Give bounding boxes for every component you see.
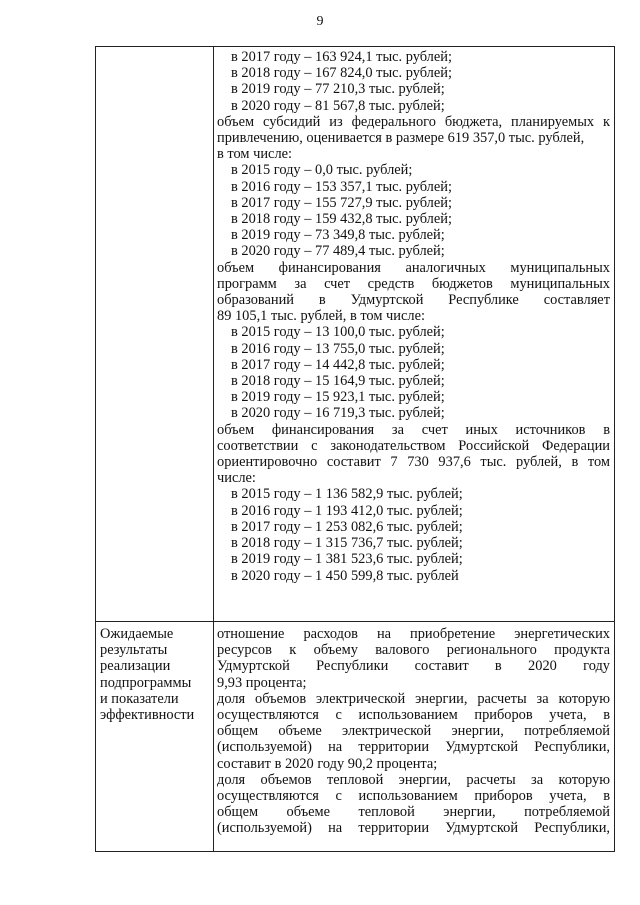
label-line: результаты: [100, 642, 168, 659]
text-line: соответствии с законодательством Российской Федерации: [217, 437, 610, 454]
text-line: образований в Удмуртской Республике составляет: [217, 292, 610, 309]
row-divider: [95, 621, 615, 622]
label-line: эффективности: [100, 707, 195, 724]
text-line: (используемой) на территории Удмуртской Республики,: [217, 820, 610, 837]
column-divider: [213, 46, 214, 852]
text-line: в 2015 году – 13 100,0 тыс. рублей;: [231, 324, 445, 341]
text-line: в том числе:: [217, 146, 293, 163]
text-line: в 2018 году – 159 432,8 тыс. рублей;: [231, 211, 452, 228]
text-line: в 2019 году – 73 349,8 тыс. рублей;: [231, 227, 445, 244]
text-line: в 2018 году – 15 164,9 тыс. рублей;: [231, 373, 445, 390]
label-line: реализации: [100, 658, 171, 675]
financing-details-cell: [217, 49, 610, 584]
text-line: в 2016 году – 13 755,0 тыс. рублей;: [231, 340, 445, 357]
label-line: Ожидаемые: [100, 626, 174, 642]
text-line: в 2018 году – 167 824,0 тыс. рублей;: [231, 65, 452, 82]
text-line: ориентировочно составит 7 730 937,6 тыс. рублей, в том: [217, 454, 610, 471]
text-line: в 2019 году – 15 923,1 тыс. рублей;: [231, 389, 445, 406]
text-line: в 2016 году – 1 193 412,0 тыс. рублей;: [231, 502, 463, 519]
text-line: в 2020 году – 81 567,8 тыс. рублей;: [231, 97, 445, 114]
expected-results-text-cell: [217, 626, 610, 837]
text-line: осуществляются с использованием приборов учета, в: [217, 788, 610, 805]
text-line: объем финансирования аналогичных муниципальных: [217, 259, 610, 276]
text-line: в 2019 году – 1 381 523,6 тыс. рублей;: [231, 551, 463, 568]
text-line: привлечению, оценивается в размере 619 357,0 тыс. рублей,: [217, 130, 585, 147]
text-line: составит в 2020 году 90,2 процента;: [217, 755, 438, 772]
text-line: объем субсидий из федерального бюджета, планируемых к: [217, 113, 610, 130]
text-line: в 2020 году – 1 450 599,8 тыс. рублей: [231, 567, 459, 584]
text-line: (используемой) на территории Удмуртской Республики,: [217, 739, 610, 756]
text-line: ресурсов к объему валового регионального продукта: [217, 642, 610, 659]
text-line: в 2016 году – 153 357,1 тыс. рублей;: [231, 178, 452, 195]
expected-results-label-cell: [100, 626, 210, 723]
text-line: программ за счет средств бюджетов муниципальных: [217, 275, 610, 292]
text-line: отношение расходов на приобретение энергетических: [217, 626, 610, 642]
text-line: доля объемов электрической энергии, расчеты за которую: [217, 690, 610, 707]
text-line: общем объеме тепловой энергии, потребляемой: [217, 804, 610, 821]
text-line: общем объеме электрической энергии, потребляемой: [217, 723, 610, 740]
label-line: подпрограммы: [100, 674, 192, 691]
text-line: в 2017 году – 1 253 082,6 тыс. рублей;: [231, 518, 463, 535]
text-line: числе:: [217, 470, 256, 487]
text-line: доля объемов тепловой энергии, расчеты за которую: [217, 771, 610, 788]
text-line: в 2015 году – 1 136 582,9 тыс. рублей;: [231, 486, 463, 503]
text-line: в 2020 году – 16 719,3 тыс. рублей;: [231, 405, 445, 422]
text-line: в 2015 году – 0,0 тыс. рублей;: [231, 162, 413, 179]
label-line: и показатели: [100, 690, 179, 707]
text-line: в 2017 году – 14 442,8 тыс. рублей;: [231, 356, 445, 373]
text-line: Удмуртской Республики составит в 2020 году: [217, 658, 610, 675]
text-line: 89 105,1 тыс. рублей, в том числе:: [217, 308, 425, 325]
text-line: в 2018 году – 1 315 736,7 тыс. рублей;: [231, 535, 463, 552]
text-line: в 2017 году – 155 727,9 тыс. рублей;: [231, 194, 452, 211]
page-number: 9: [316, 14, 324, 29]
text-line: в 2020 году – 77 489,4 тыс. рублей;: [231, 243, 445, 260]
text-line: осуществляются с использованием приборов учета, в: [217, 707, 610, 724]
text-line: в 2017 году – 163 924,1 тыс. рублей;: [231, 49, 452, 65]
text-line: в 2019 году – 77 210,3 тыс. рублей;: [231, 81, 445, 98]
text-line: 9,93 процента;: [217, 674, 307, 691]
text-line: объем финансирования за счет иных источников в: [217, 421, 610, 438]
